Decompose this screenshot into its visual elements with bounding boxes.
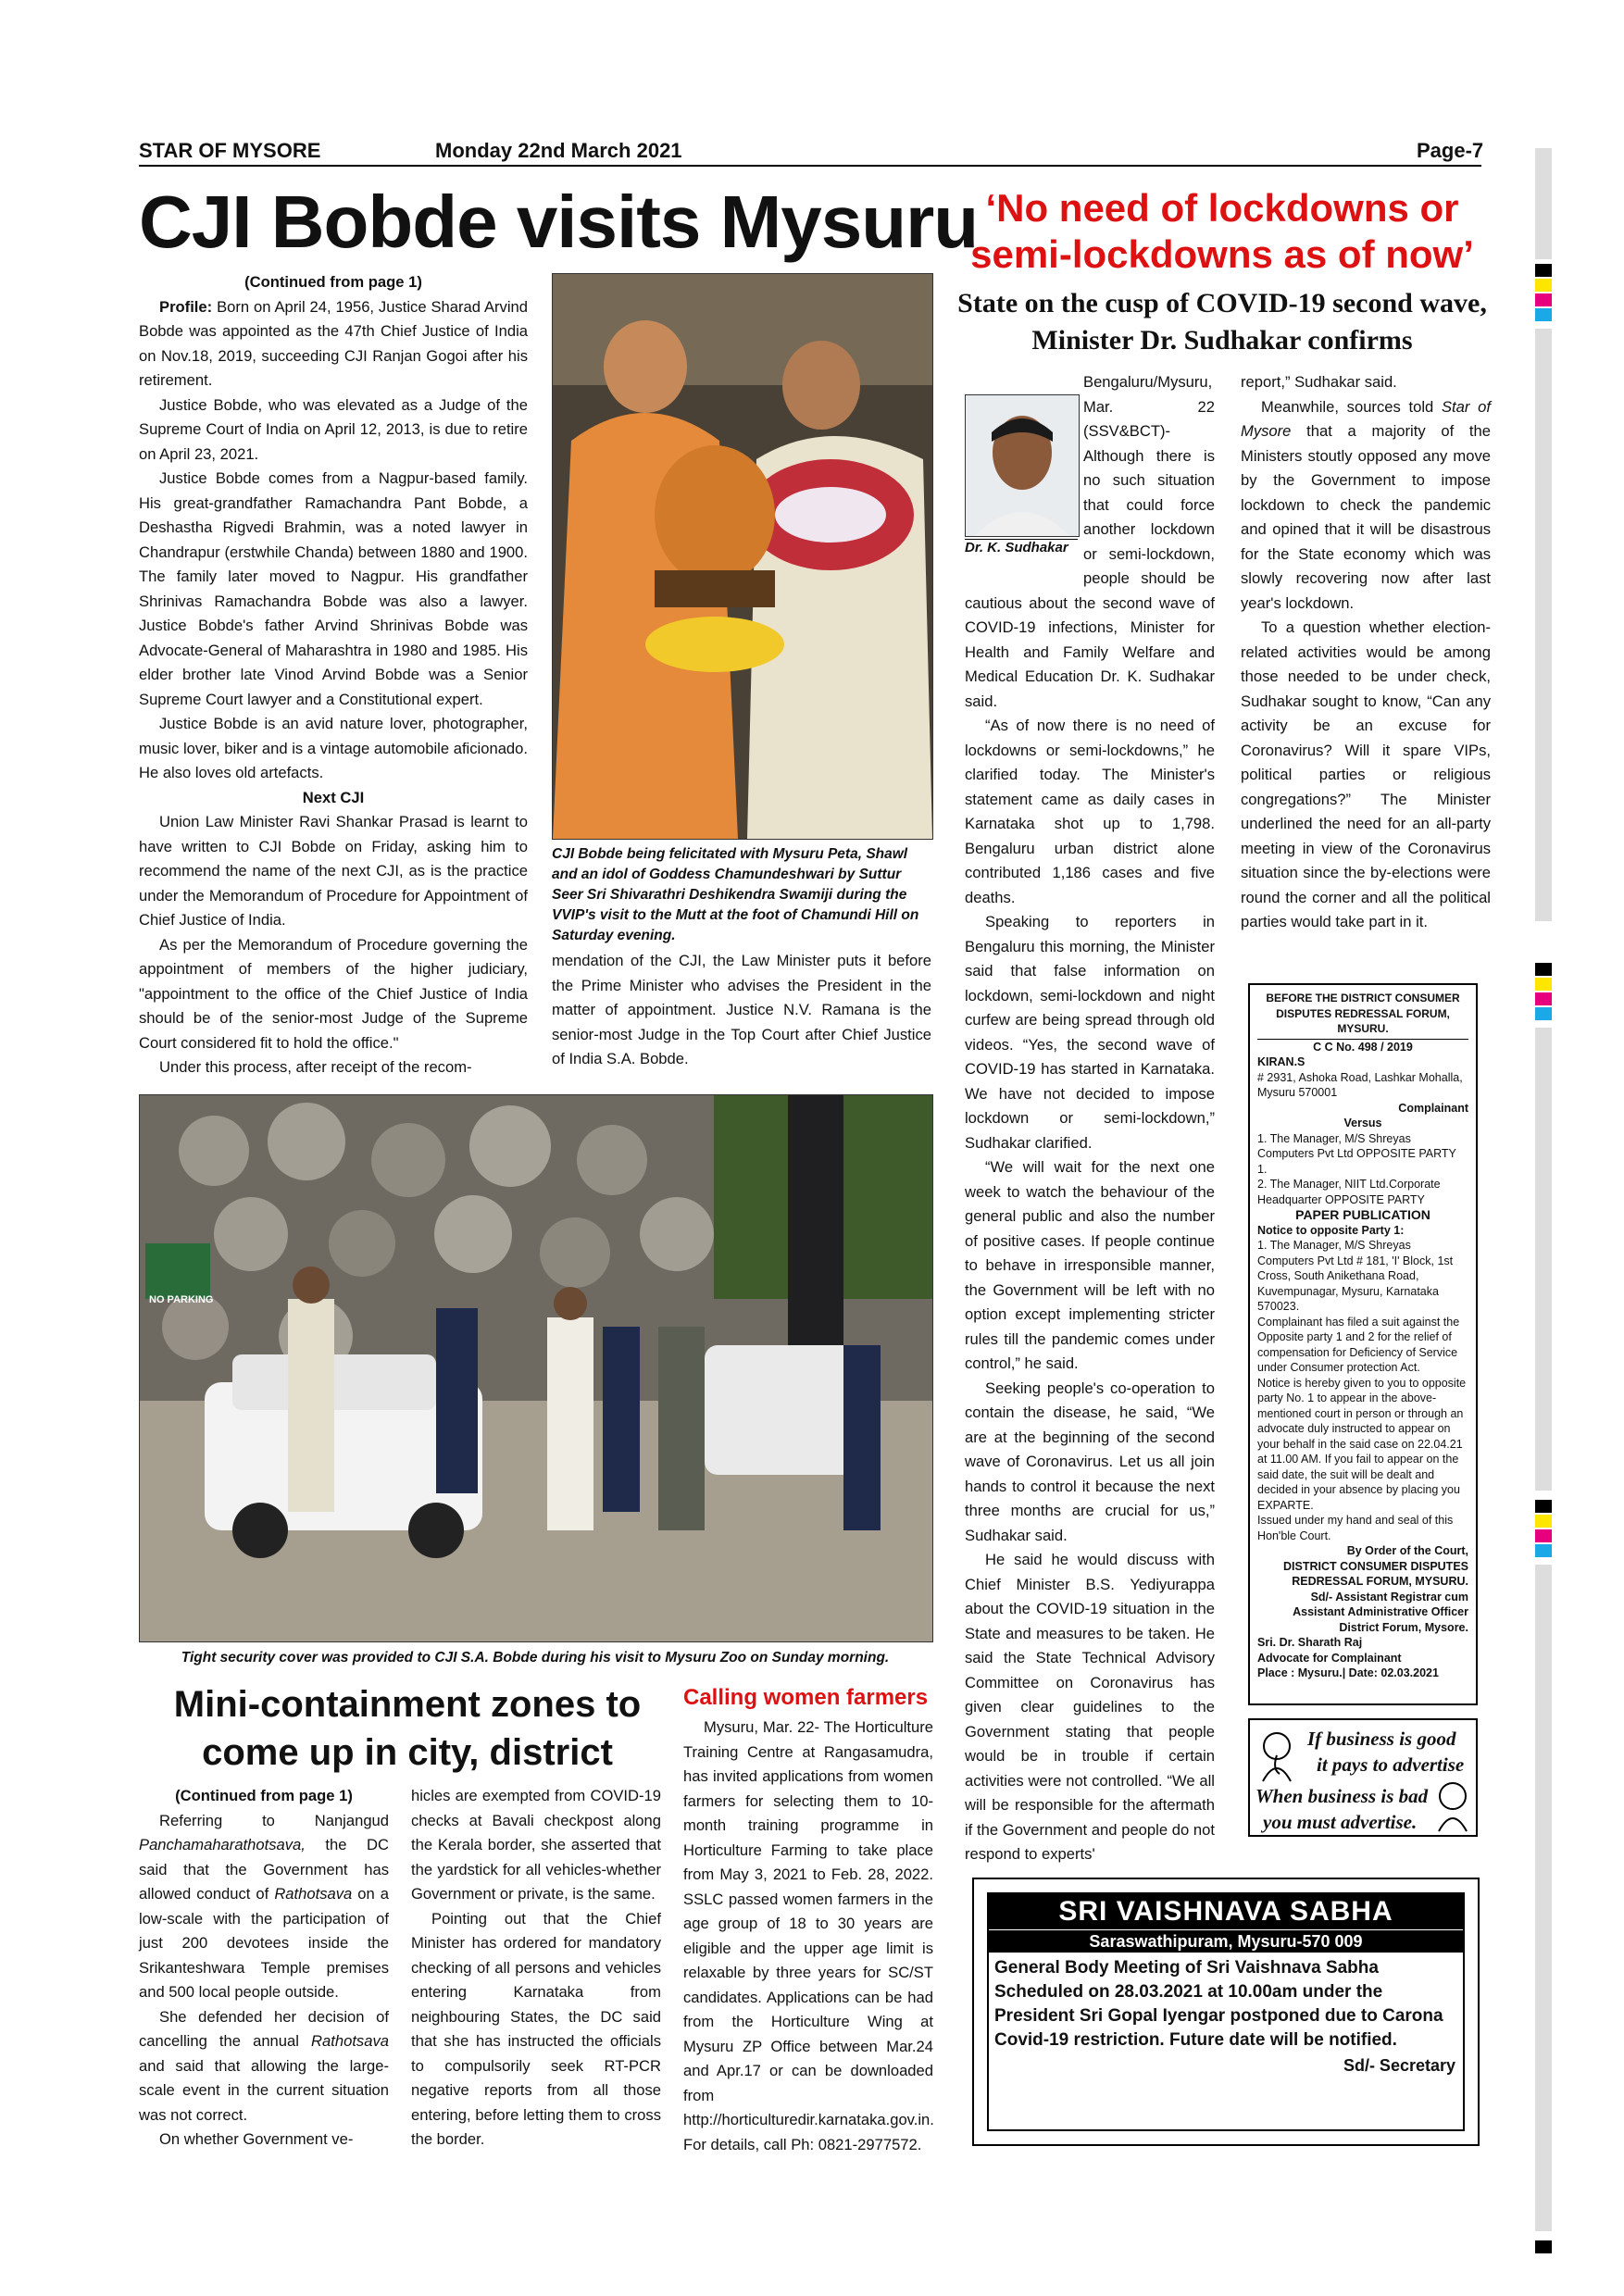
advertise-line: If business is good: [1307, 1728, 1456, 1750]
paragraph: On whether Government ve-: [159, 2130, 354, 2148]
continued-note: (Continued from page 1): [244, 273, 422, 291]
continued-note: (Continued from page 1): [175, 1787, 353, 1804]
advertise-line: When business is bad: [1255, 1785, 1429, 1807]
notice-title: DISPUTES REDRESSAL FORUM, MYSURU.: [1257, 1006, 1468, 1040]
sabha-body: General Body Meeting of Sri Vaishnava Sabha Scheduled on 28.03.2021 at 10.00am under the President Sri Gopal Iyengar postponed due to Carona Covid-19 restriction. Future date will be notified.: [994, 1958, 1443, 2050]
complainant-label: Complainant: [1398, 1101, 1468, 1115]
security-photo: [139, 1094, 933, 1642]
page-number: Page-7: [1417, 139, 1484, 162]
paragraph: Pointing out that the Chief Minister has ordered for mandatory checking of all persons and vehicles entering Karnataka from neighbouring States, the DC said that she has instructed the officials to compulsorily seek RT-PCR negative reports from all those entering, before letting them to cross the border.: [411, 1909, 661, 2148]
publication-label: PAPER PUBLICATION: [1295, 1207, 1430, 1222]
registration-strip: [1535, 1028, 1552, 1491]
sabha-title: SRI VAISHNAVA SABHA: [989, 1894, 1463, 1929]
notice-title: BEFORE THE DISTRICT CONSUMER: [1266, 992, 1460, 1004]
article3-column-1: [139, 1784, 389, 2152]
article4-headline: Calling women farmers: [683, 1685, 929, 1710]
paragraph: Under this process, after receipt of the recom-: [159, 1058, 472, 1076]
paragraph: mendation of the CJI, the Law Minister puts it before the Prime Minister who advises the President in the matter of appointment. Justice N.V. Ramana is the senior-most Judge in the Top Court after Chief Justice of India S.A. Bobde.: [552, 952, 931, 1067]
article3-headline: Mini-containment zones to come up in city, district: [173, 1684, 642, 1773]
paragraph: Referring to Nanjangud Panchamaharathotsava, the DC said that the Government has allowed conduct of Rathotsava on a low-scale with the participation of just 200 devotees inside the Srikanteshwara Temple premises and 500 local people outside.: [139, 1811, 389, 2001]
ganesha-icon: [1430, 1778, 1476, 1833]
registration-mark: [1535, 2240, 1552, 2253]
paragraph: Justice Bobde comes from a Nagpur-based family. His great-grandfather Ramachandra Pant Bobde, a Deshastha Rigvedi Brahmin, was a noted lawyer in Chandrapur (erstwhile Chanda) between 1880 and 1900. The family later moved to Nagpur. His grandfather Shrinivas Ramachandra Bobde was also a lawyer. Justice Bobde's father Arvind Shrinivas Bobde was Advocate-General of Maharashtra in 1980 and 1985. His elder brother late Vinod Arvind Bobde was a Senior Supreme Court lawyer and a Constitutional expert.: [139, 469, 528, 708]
notice-body: 1. The Manager, M/S Shreyas Computers Pvt Ltd # 181, 'I' Block, 1st Cross, South Anikethana Road, Kuvempunagar, Mysuru, Karnataka 570023.: [1257, 1239, 1454, 1313]
paragraph: She defended her decision of cancelling the annual Rathotsava and said that allowing the large-scale event in the current situation was not correct.: [139, 2007, 389, 2124]
order-line: DISTRICT CONSUMER DISPUTES REDRESSAL FORUM, MYSURU.: [1282, 1559, 1468, 1588]
registration-mark: [1535, 264, 1552, 277]
dateline-paragraph: Bengaluru/Mysuru, Mar. 22 (SSV&BCT)- Although there is no such situation that could force another lockdown or semi-lockdown, people should be cautious about the second wave of COVID-19 infections, Minister for Health and Family Welfare and Medical Education Dr. K. Sudhakar said.: [965, 373, 1215, 710]
versus-label: Versus: [1343, 1117, 1382, 1129]
paragraph: As per the Memorandum of Procedure governing the appointment of members of the higher judiciary, "appointment to the office of the Chief Justice of India should be of the senior-most Judge of the Supreme Court considered fit to hold the office.": [139, 935, 528, 1052]
advertise-line: it pays to advertise: [1317, 1753, 1465, 1776]
article4-body: [683, 1716, 933, 2157]
subheading: Next CJI: [302, 788, 365, 806]
registration-mark: [1535, 308, 1552, 321]
ganesha-icon: [1254, 1728, 1300, 1783]
legal-notice-box: [1248, 983, 1478, 1705]
paper-name: STAR OF MYSORE: [139, 139, 321, 162]
registration-mark: [1535, 1500, 1552, 1513]
paragraph: He said he would discuss with Chief Minister B.S. Yediyurappa about the COVID-19 situation in the State and measures to be taken. He said the State Technical Advisory Committee on Coronavirus has given clear guidelines to the Government stating that people would be in trouble if certain activities were not controlled. “We all will be responsible for the aftermath if the Government and people do not respond to experts': [965, 1551, 1215, 1863]
article2-column-1: [965, 370, 1215, 1867]
registration-strip: [1535, 148, 1552, 259]
paragraph: Justice Bobde is an avid nature lover, photographer, music lover, biker and is a vintage automobile aficionado. He also loves old artefacts.: [139, 715, 528, 781]
article2-column-2: [1241, 370, 1491, 935]
notice-to: Notice to opposite Party 1:: [1257, 1223, 1405, 1237]
paragraph: report,” Sudhakar said.: [1241, 373, 1397, 391]
complainant-name: KIRAN.S: [1257, 1055, 1305, 1068]
felicitation-photo-caption: CJI Bobde being felicitated with Mysuru Peta, Shawl and an idol of Goddess Chamundeshwari by Suttur Seer Sri Shivarathri Deshikendra Swamiji during the VVIP's visit to the Mutt at the foot of Chamundi Hill on Saturday evening.: [552, 846, 919, 943]
registration-mark: [1535, 279, 1552, 292]
article3-column-2: [411, 1784, 661, 2152]
sabha-subtitle: Saraswathipuram, Mysuru-570 009: [989, 1929, 1463, 1953]
registration-mark: [1535, 1007, 1552, 1020]
paragraph: Profile: Born on April 24, 1956, Justice Sharad Arvind Bobde was appointed as the 47th Chief Justice of India on Nov.18, 2019, succeeding CJI Ranjan Gogoi after his retirement.: [139, 297, 528, 389]
paragraph: Mysuru, Mar. 22- The Horticulture Training Centre at Rangasamudra, has invited applications from women farmers for selecting them to 10-month training programme in Horticulture Farming to take place from May 3, 2021 to Feb. 28, 2022. SSLC passed women farmers in the age group of 18 to 30 years are eligible and the upper age limit is relaxable by three years for SC/ST candidates. Applications can be had from the Horticulture Wing at Mysuru ZP Office between Mar.24 and Apr.17 or can be downloaded from http://horticulturedir.karnataka.gov.in. For details, call Ph: 0821-2977572.: [683, 1718, 934, 2153]
place-date: Place : Mysuru.| Date: 02.03.2021: [1257, 1666, 1439, 1679]
sabha-notice-box: [972, 1878, 1480, 2146]
paragraph: “As of now there is no need of lockdowns or semi-lockdowns,” he clarified today. The Minister's statement came as daily cases in Karnataka shot up to 1,798. Bengaluru urban district alone contributed 1,186 cases and five deaths.: [965, 717, 1215, 906]
registration-mark: [1535, 1544, 1552, 1557]
advertise-line: you must advertise.: [1263, 1811, 1418, 1833]
header-rule: [139, 165, 1481, 167]
advertise-box: [1248, 1718, 1478, 1837]
registration-mark: [1535, 978, 1552, 991]
case-number: C C No. 498 / 2019: [1313, 1040, 1413, 1054]
registration-mark: [1535, 963, 1552, 976]
registration-mark: [1535, 1515, 1552, 1528]
signature-line: Sd/- Assistant Registrar cum: [1310, 1590, 1468, 1603]
paragraph: Meanwhile, sources told Star of Mysore that a majority of the Ministers stoutly opposed any move by the Government to impose lockdown to check the pandemic and opined that it will be disastrous for the State economy which was slowly recovering now after last year's lockdown.: [1241, 397, 1491, 612]
article2-subheadline: State on the cusp of COVID-19 second wave, Minister Dr. Sudhakar confirms: [957, 288, 1487, 356]
signature-line: Assistant Administrative Officer: [1293, 1605, 1468, 1618]
registration-mark: [1535, 992, 1552, 1005]
order-line: By Order of the Court,: [1346, 1544, 1468, 1557]
notice-body: Notice is hereby given to you to opposite party No. 1 to appear in the above-mentioned court in person or through an advocate duly instructed to appear on your behalf in the said case on 22.04.21 at 11.00 AM. If you fail to appear on the said date, the suit will be dealt and decided in your absence by placing you EXPARTE.: [1257, 1376, 1467, 1512]
registration-mark: [1535, 1529, 1552, 1542]
sabha-inner-frame: [987, 1892, 1465, 2131]
paragraph: Union Law Minister Ravi Shankar Prasad is learnt to have written to CJI Bobde on Friday, asking him to recommend the name of the next CJI, as is the practice under the Memorandum of Procedure for Appointment of Chief Justice of India.: [139, 813, 528, 929]
felicitation-photo: [552, 273, 933, 840]
notice-body: Issued under my hand and seal of this Hon'ble Court.: [1257, 1514, 1454, 1542]
advocate-role: Advocate for Complainant: [1257, 1651, 1402, 1665]
paragraph: hicles are exempted from COVID-19 checks at Bavali checkpost along the Kerala border, she asserted that the yardstick for all vehicles-whether Government or private, is the same.: [411, 1787, 661, 1903]
registration-strip: [1535, 329, 1552, 921]
security-photo-caption: Tight security cover was provided to CJI S.A. Bobde during his visit to Mysuru Zoo on Sunday morning.: [181, 1650, 890, 1666]
minister-photo-caption: Dr. K. Sudhakar: [965, 539, 1078, 555]
article1-column-1: [139, 270, 528, 1080]
sabha-signature: Sd/- Secretary: [1343, 2056, 1455, 2075]
article1-headline: CJI Bobde visits Mysuru: [139, 181, 979, 263]
paragraph: Justice Bobde, who was elevated as a Judge of the Supreme Court of India on April 12, 2013, is due to retire on April 23, 2021.: [139, 395, 528, 463]
article1-column-2: [552, 949, 931, 1072]
complainant-address: # 2931, Ashoka Road, Lashkar Mohalla, Mysuru 570001: [1257, 1070, 1463, 1099]
paragraph: Speaking to reporters in Bengaluru this morning, the Minister said that false information on lockdown, semi-lockdown and night curfew are being spread through old videos. “Yes, the second wave of COVID-19 has started in Karnataka. We have not decided to impose lockdown or semi-lockdown,” Sudhakar clarified.: [965, 913, 1215, 1152]
paragraph: To a question whether election-related activities would be among those needed to be under check, Sudhakar sought to know, “Can any activity be an excuse for Coronavirus? Will it spare VIPs, political parties or religious congregations?” The Minister underlined the need for an all-party meeting in view of the Coronavirus situation since the by-elections were round the corner and all the political parties would take part in it.: [1241, 618, 1491, 930]
no-parking-sign: NO PARKING: [149, 1294, 214, 1305]
registration-mark: [1535, 293, 1552, 306]
registration-strip: [1535, 1565, 1552, 2231]
paragraph: Seeking people's co-operation to contain the disease, he said, “We are at the beginning of the second wave of Coronavirus. Let us all join hands to control it because the next three months are crucial for us,” Sudhakar said.: [965, 1379, 1215, 1544]
opposite-party-1: 1. The Manager, M/S Shreyas Computers Pvt Ltd OPPOSITE PARTY 1.: [1257, 1131, 1456, 1176]
paragraph: “We will wait for the next one week to watch the behaviour of the general public and also the number of positive cases. If people continue to behave in irresponsible manner, the Government will be left with no option except implementing stricter rules till the pandemic comes under control,” he said.: [965, 1158, 1215, 1372]
signature-line: District Forum, Mysore.: [1339, 1620, 1468, 1634]
issue-date: Monday 22nd March 2021: [435, 139, 682, 162]
article2-headline: ‘No need of lockdowns or semi-lockdowns as of now’: [970, 186, 1474, 276]
advocate-name: Sri. Dr. Sharath Raj: [1257, 1636, 1363, 1649]
notice-body: Complainant has filed a suit against the Opposite party 1 and 2 for the relief of compensation for Deficiency of Service under Consumer protection Act.: [1257, 1315, 1460, 1374]
opposite-party-2: 2. The Manager, NIIT Ltd.Corporate Headquarter OPPOSITE PARTY: [1257, 1178, 1441, 1206]
